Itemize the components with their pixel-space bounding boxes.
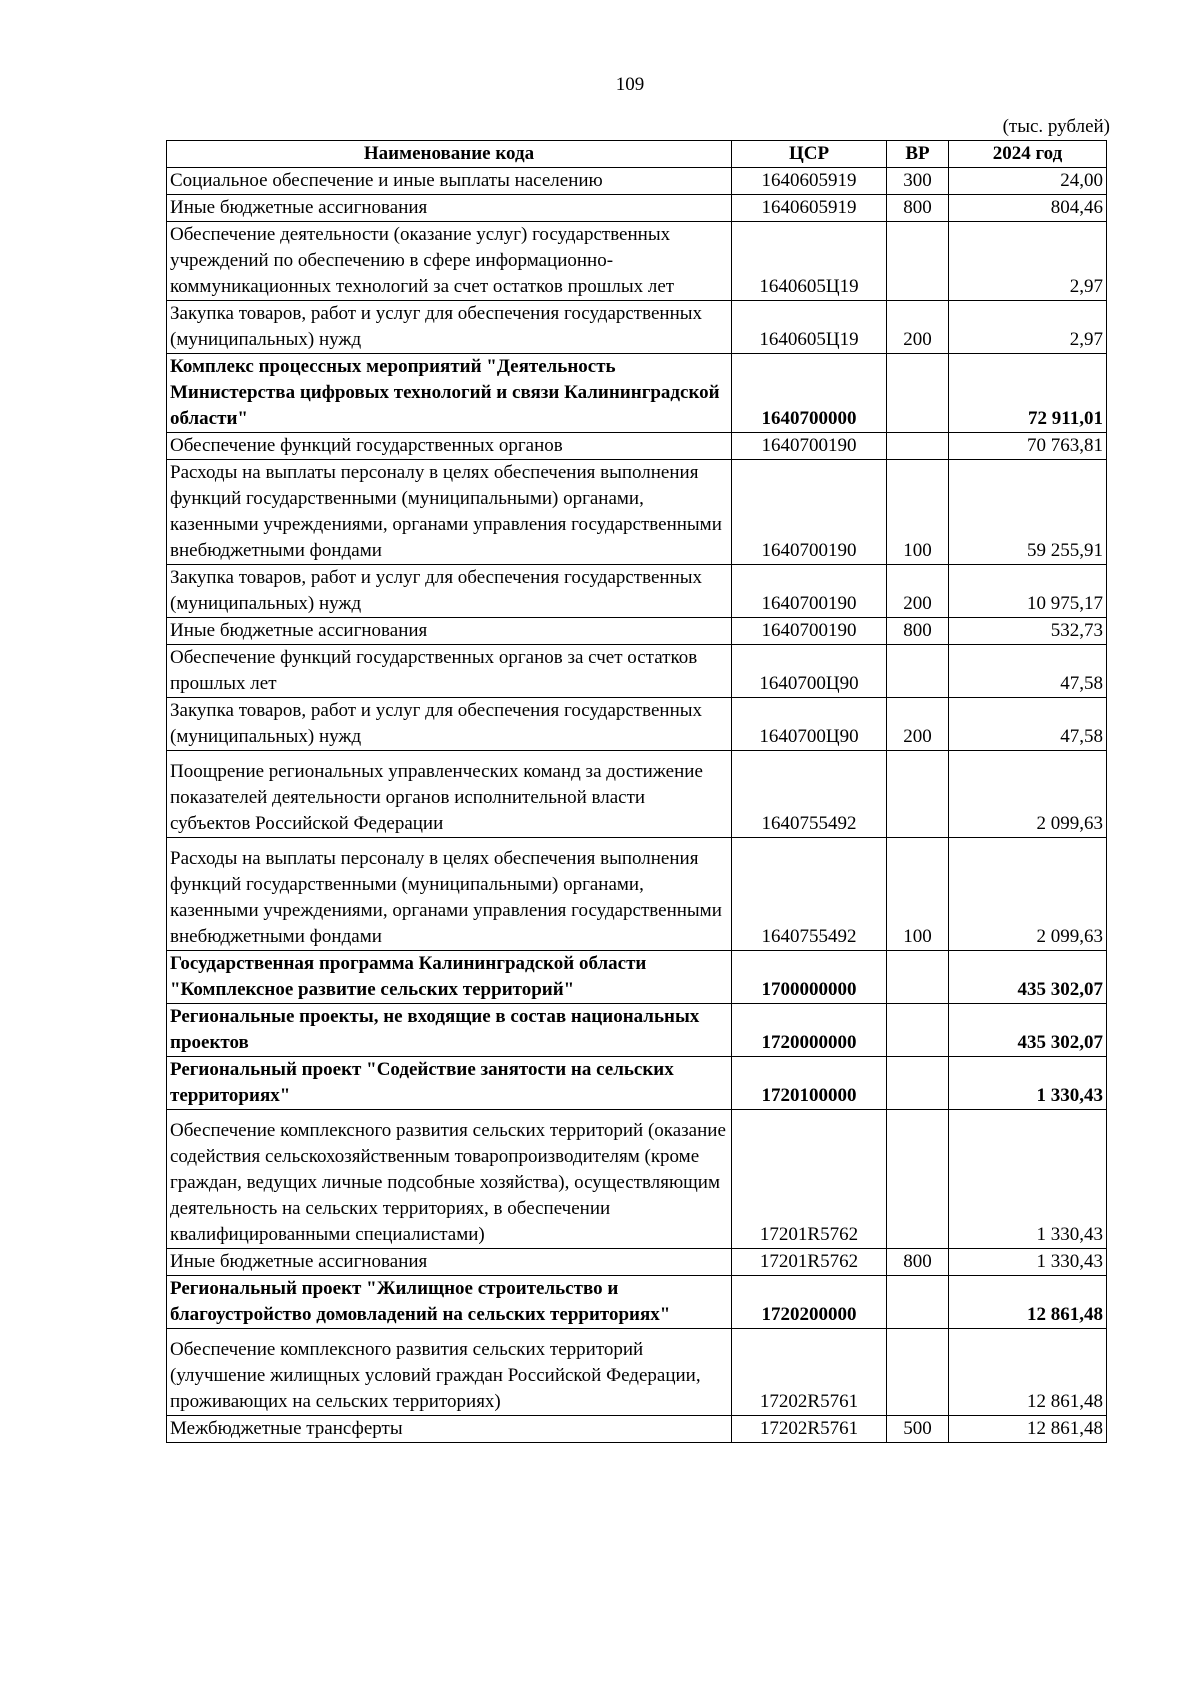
table-row bbox=[167, 1329, 1107, 1416]
row-sum: 72 911,01 bbox=[949, 354, 1107, 433]
table-row bbox=[167, 460, 1107, 565]
row-csr: 1640755492 bbox=[732, 838, 887, 951]
table-row bbox=[167, 1416, 1107, 1443]
table-row bbox=[167, 222, 1107, 301]
table-row bbox=[167, 1249, 1107, 1276]
table-row bbox=[167, 195, 1107, 222]
table-row bbox=[167, 1004, 1107, 1057]
row-vr: 200 bbox=[887, 698, 949, 751]
row-name: Закупка товаров, работ и услуг для обеспечения государственных (муниципальных) нужд bbox=[167, 698, 732, 751]
row-csr: 1640605919 bbox=[732, 168, 887, 195]
row-csr: 1640755492 bbox=[732, 751, 887, 838]
row-sum: 12 861,48 bbox=[949, 1276, 1107, 1329]
row-sum: 2 099,63 bbox=[949, 838, 1107, 951]
row-sum: 2 099,63 bbox=[949, 751, 1107, 838]
row-name: Закупка товаров, работ и услуг для обеспечения государственных (муниципальных) нужд bbox=[167, 301, 732, 354]
row-sum: 24,00 bbox=[949, 168, 1107, 195]
row-csr: 1640700190 bbox=[732, 618, 887, 645]
row-csr: 1700000000 bbox=[732, 951, 887, 1004]
row-name: Обеспечение функций государственных органов за счет остатков прошлых лет bbox=[167, 645, 732, 698]
header-name: Наименование кода bbox=[167, 141, 732, 168]
table-row bbox=[167, 698, 1107, 751]
row-vr bbox=[887, 751, 949, 838]
row-csr: 1640605Ц19 bbox=[732, 222, 887, 301]
row-name: Обеспечение функций государственных органов bbox=[167, 433, 732, 460]
row-vr bbox=[887, 1276, 949, 1329]
table-row bbox=[167, 1110, 1107, 1249]
row-csr: 1720100000 bbox=[732, 1057, 887, 1110]
row-sum: 59 255,91 bbox=[949, 460, 1107, 565]
row-name: Региональный проект "Содействие занятости на сельских территориях" bbox=[167, 1057, 732, 1110]
table-row bbox=[167, 168, 1107, 195]
row-vr bbox=[887, 1110, 949, 1249]
row-sum: 12 861,48 bbox=[949, 1416, 1107, 1443]
row-vr: 800 bbox=[887, 1249, 949, 1276]
row-csr: 1640700000 bbox=[732, 354, 887, 433]
table-row bbox=[167, 751, 1107, 838]
row-csr: 1720200000 bbox=[732, 1276, 887, 1329]
table-row bbox=[167, 838, 1107, 951]
row-name: Обеспечение комплексного развития сельских территорий (оказание содействия сельскохозяйственным товаропроизводителям (кроме граждан, ведущих личные подсобные хозяйства), осуществляющим деятельность на сельских территориях, в обеспечении квалифицированными специалистами) bbox=[167, 1110, 732, 1249]
row-sum: 532,73 bbox=[949, 618, 1107, 645]
row-sum: 12 861,48 bbox=[949, 1329, 1107, 1416]
row-csr: 1640700190 bbox=[732, 433, 887, 460]
row-name: Закупка товаров, работ и услуг для обеспечения государственных (муниципальных) нужд bbox=[167, 565, 732, 618]
row-name: Обеспечение комплексного развития сельских территорий (улучшение жилищных условий граждан Российской Федерации, проживающих на сельских территориях) bbox=[167, 1329, 732, 1416]
row-vr bbox=[887, 1057, 949, 1110]
row-vr: 500 bbox=[887, 1416, 949, 1443]
row-name: Комплекс процессных мероприятий "Деятельность Министерства цифровых технологий и связи Калининградской области" bbox=[167, 354, 732, 433]
row-csr: 1640605919 bbox=[732, 195, 887, 222]
row-csr: 17201R5762 bbox=[732, 1110, 887, 1249]
row-vr bbox=[887, 951, 949, 1004]
table-row bbox=[167, 618, 1107, 645]
header-sum: 2024 год bbox=[949, 141, 1107, 168]
row-vr bbox=[887, 1329, 949, 1416]
row-vr: 200 bbox=[887, 565, 949, 618]
row-vr: 800 bbox=[887, 618, 949, 645]
row-sum: 435 302,07 bbox=[949, 951, 1107, 1004]
row-csr: 1640700190 bbox=[732, 460, 887, 565]
row-vr: 200 bbox=[887, 301, 949, 354]
row-sum: 1 330,43 bbox=[949, 1249, 1107, 1276]
row-vr: 800 bbox=[887, 195, 949, 222]
row-csr: 1640605Ц19 bbox=[732, 301, 887, 354]
row-name: Поощрение региональных управленческих команд за достижение показателей деятельности органов исполнительной власти субъектов Российской Федерации bbox=[167, 751, 732, 838]
units-label: (тыс. рублей) bbox=[1002, 116, 1110, 137]
row-sum: 47,58 bbox=[949, 645, 1107, 698]
row-csr: 17201R5762 bbox=[732, 1249, 887, 1276]
row-csr: 1720000000 bbox=[732, 1004, 887, 1057]
row-name: Обеспечение деятельности (оказание услуг) государственных учреждений по обеспечению в сфере информационно-коммуникационных технологий за счет остатков прошлых лет bbox=[167, 222, 732, 301]
row-name: Социальное обеспечение и иные выплаты населению bbox=[167, 168, 732, 195]
row-sum: 1 330,43 bbox=[949, 1057, 1107, 1110]
table-row bbox=[167, 1057, 1107, 1110]
table-row bbox=[167, 645, 1107, 698]
row-vr: 100 bbox=[887, 460, 949, 565]
row-sum: 435 302,07 bbox=[949, 1004, 1107, 1057]
row-sum: 10 975,17 bbox=[949, 565, 1107, 618]
table-row bbox=[167, 951, 1107, 1004]
row-name: Иные бюджетные ассигнования bbox=[167, 1249, 732, 1276]
row-vr: 300 bbox=[887, 168, 949, 195]
page-number: 109 bbox=[615, 74, 645, 95]
header-csr: ЦСР bbox=[732, 141, 887, 168]
table-header-row bbox=[167, 141, 1107, 168]
row-name: Расходы на выплаты персоналу в целях обеспечения выполнения функций государственными (муниципальными) органами, казенными учреждениями, органами управления государственными внебюджетными фондами bbox=[167, 460, 732, 565]
row-vr bbox=[887, 645, 949, 698]
row-vr bbox=[887, 433, 949, 460]
row-name: Расходы на выплаты персоналу в целях обеспечения выполнения функций государственными (муниципальными) органами, казенными учреждениями, органами управления государственными внебюджетными фондами bbox=[167, 838, 732, 951]
row-vr: 100 bbox=[887, 838, 949, 951]
row-csr: 1640700Ц90 bbox=[732, 645, 887, 698]
row-sum: 2,97 bbox=[949, 222, 1107, 301]
row-sum: 1 330,43 bbox=[949, 1110, 1107, 1249]
row-vr bbox=[887, 354, 949, 433]
row-name: Иные бюджетные ассигнования bbox=[167, 618, 732, 645]
table-row bbox=[167, 301, 1107, 354]
row-name: Иные бюджетные ассигнования bbox=[167, 195, 732, 222]
row-csr: 17202R5761 bbox=[732, 1416, 887, 1443]
row-name: Государственная программа Калининградской области "Комплексное развитие сельских территорий" bbox=[167, 951, 732, 1004]
table-row bbox=[167, 433, 1107, 460]
row-csr: 17202R5761 bbox=[732, 1329, 887, 1416]
row-sum: 47,58 bbox=[949, 698, 1107, 751]
row-sum: 804,46 bbox=[949, 195, 1107, 222]
table-row bbox=[167, 354, 1107, 433]
row-name: Региональные проекты, не входящие в состав национальных проектов bbox=[167, 1004, 732, 1057]
budget-table bbox=[166, 140, 1107, 1443]
row-sum: 2,97 bbox=[949, 301, 1107, 354]
header-vr: ВР bbox=[887, 141, 949, 168]
row-vr bbox=[887, 222, 949, 301]
row-name: Региональный проект "Жилищное строительство и благоустройство домовладений на сельских территориях" bbox=[167, 1276, 732, 1329]
row-csr: 1640700190 bbox=[732, 565, 887, 618]
table-row bbox=[167, 565, 1107, 618]
row-csr: 1640700Ц90 bbox=[732, 698, 887, 751]
row-name: Межбюджетные трансферты bbox=[167, 1416, 732, 1443]
table-row bbox=[167, 1276, 1107, 1329]
row-sum: 70 763,81 bbox=[949, 433, 1107, 460]
row-vr bbox=[887, 1004, 949, 1057]
